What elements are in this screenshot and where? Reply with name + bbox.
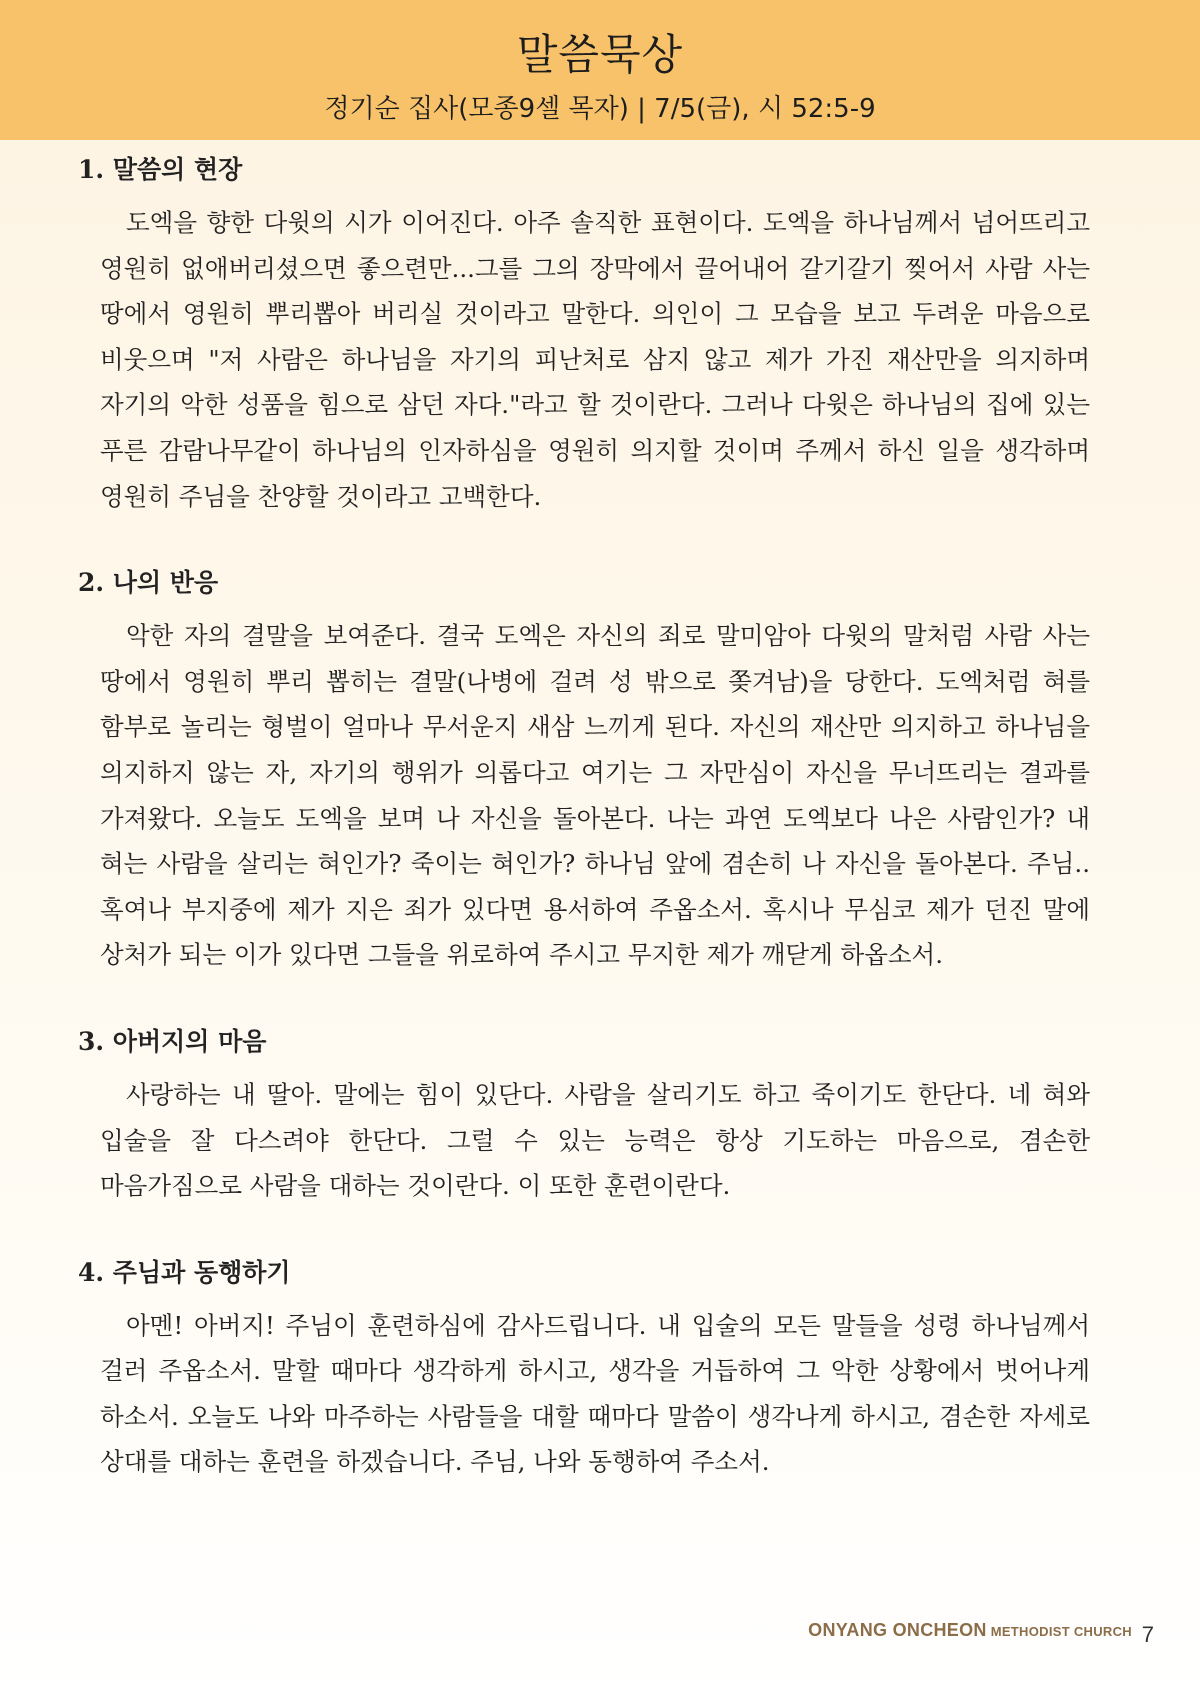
church-brand-main: ONYANG ONCHEON — [808, 1620, 987, 1640]
page-number: 7 — [1141, 1622, 1154, 1647]
section-heading: 2. 나의 반응 — [78, 568, 219, 598]
section-body: 아멘! 아버지! 주님이 훈련하심에 감사드립니다. 내 입술의 모든 말들을 성령 하나님께서 걸러 주옵소서. 말할 때마다 생각하게 하시고, 생각을 거듭하여 그 악한 상황에서 벗어나게 하소서. 오늘도 나와 마주하는 사람들을 대할 때마다 말씀이 생각나게 하시고, 겸손한 자세로 상대를 대하는 훈련을 하겠습니다. 주님, 나와 동행하여 주소서. — [100, 1310, 1090, 1477]
section-body: 도엑을 향한 다윗의 시가 이어진다. 아주 솔직한 표현이다. 도엑을 하나님께서 넘어뜨리고 영원히 없애버리셨으면 좋으련만...그를 그의 장막에서 끌어내어 갈기갈기 찢어서 사람 사는 땅에서 영원히 뿌리뽑아 버리실 것이라고 말한다. 의인이 그 모습을 보고 두려운 마음으로 비웃으며 "저 사람은 하나님을 자기의 피난처로 삼지 않고 제가 가진 재산만을 의지하며 자기의 악한 성품을 힘으로 삼던 자다."라고 할 것이란다. 그러나 다윗은 하나님의 집에 있는 푸른 감람나무같이 하나님의 인자하심을 영원히 의지할 것이며 주께서 하신 일을 생각하며 영원히 주님을 찬양할 것이라고 고백한다. — [100, 208, 1090, 511]
section-heading: 3. 아버지의 마음 — [78, 1026, 267, 1056]
church-brand-sub: METHODIST CHURCH — [990, 1624, 1132, 1639]
section-body: 악한 자의 결말을 보여준다. 결국 도엑은 자신의 죄로 말미암아 다윗의 말처럼 사람 사는 땅에서 영원히 뿌리 뽑히는 결말(나병에 걸려 성 밖으로 쫒겨남)을 당한다. 도엑처럼 혀를 함부로 놀리는 형벌이 얼마나 무서운지 새삼 느끼게 된다. 자신의 재산만 의지하고 하나님을 의지하지 않는 자, 자기의 행위가 의롭다고 여기는 그 자만심이 자신을 무너뜨리는 결과를 가져왔다. 오늘도 도엑을 보며 나 자신을 돌아본다. 나는 과연 도엑보다 나은 사람인가? 내 혀는 사람을 살리는 혀인가? 죽이는 혀인가? 하나님 앞에 겸손히 나 자신을 돌아본다. 주님.. 혹여나 부지중에 제가 지은 죄가 있다면 용서하여 주옵소서. 혹시나 무심코 제가 던진 말에 상처가 되는 이가 있다면 그들을 위로하여 주시고 무지한 제가 깨닫게 하옵소서. — [100, 621, 1090, 970]
section-word-scene — [78, 150, 1090, 519]
church-brand — [808, 1620, 1132, 1641]
section-body: 사랑하는 내 딸아. 말에는 힘이 있단다. 사람을 살리기도 하고 죽이기도 한단다. 네 혀와 입술을 잘 다스려야 한단다. 그럴 수 있는 능력은 항상 기도하는 마음으로, 겸손한 마음가짐으로 사람을 대하는 것이란다. 이 또한 훈련이란다. — [100, 1079, 1090, 1201]
section-fathers-heart — [78, 1022, 1090, 1209]
header-banner — [0, 0, 1200, 140]
section-heading: 1. 말씀의 현장 — [78, 155, 243, 184]
article-content — [78, 150, 1090, 1529]
page-title: 말씀묵상 — [516, 30, 684, 79]
section-walk-with-lord — [78, 1253, 1090, 1485]
section-heading: 4. 주님과 동행하기 — [78, 1257, 291, 1287]
section-my-response — [78, 563, 1090, 978]
page-subtitle: 정기순 집사(모종9셀 목자) | 7/5(금), 시 52:5-9 — [324, 94, 876, 124]
